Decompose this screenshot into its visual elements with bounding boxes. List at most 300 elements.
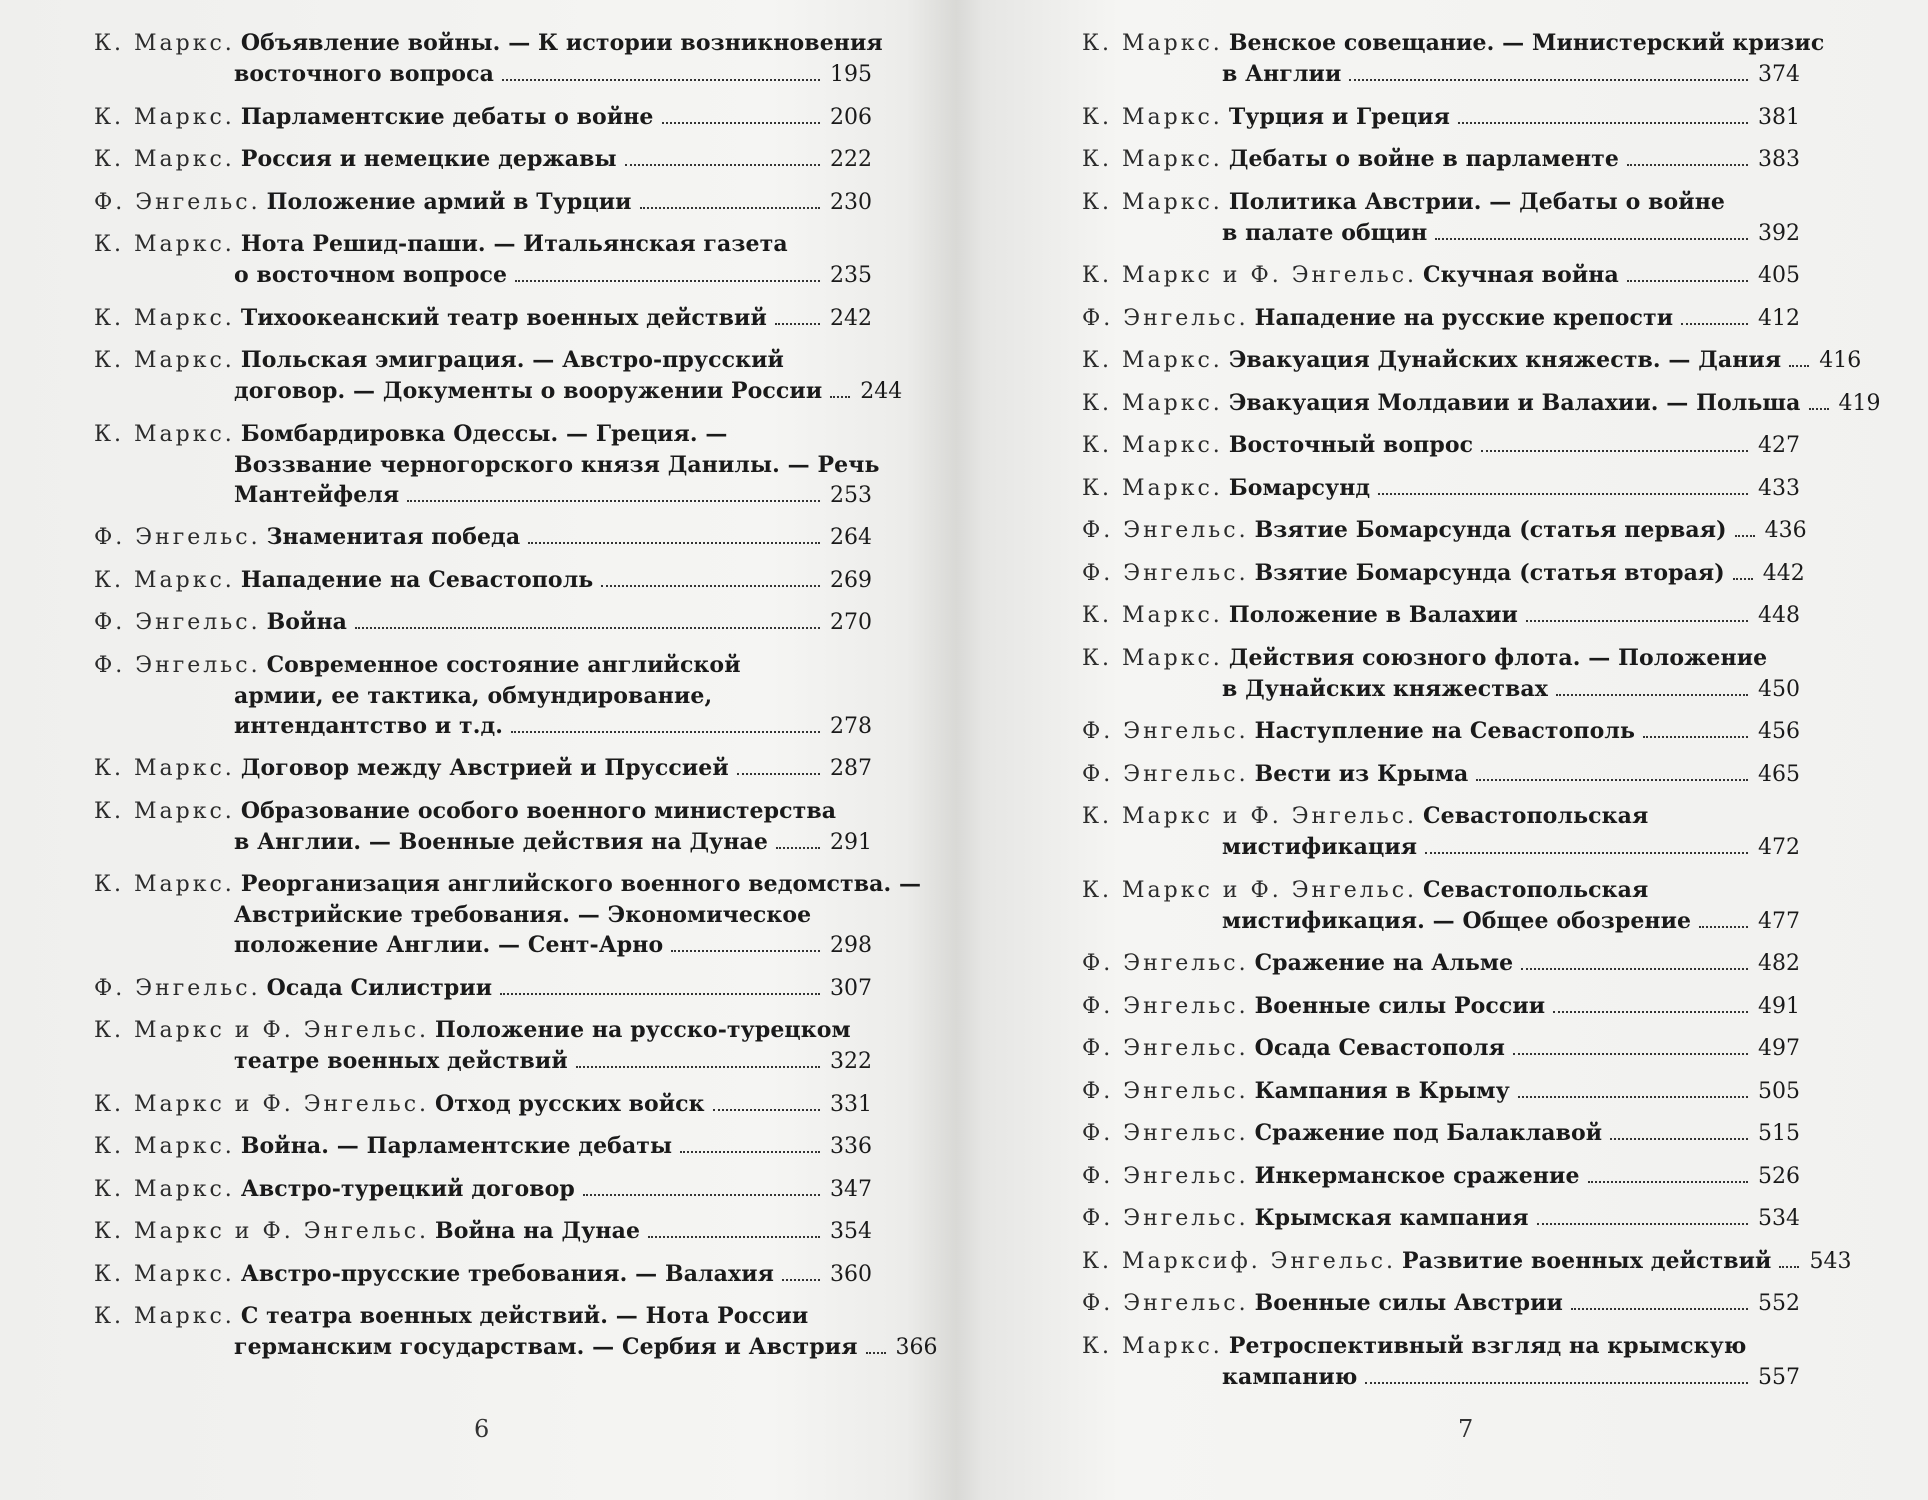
dot-leader [1588,1180,1748,1183]
toc-entry-author: Ф. Энгельс. [94,652,261,678]
toc-entry-title: Австрийские требования. — Экономическое [234,902,812,928]
toc-entry [94,565,874,596]
toc-entry-page: 472 [1758,835,1800,860]
toc-entry-line [1082,948,1800,979]
toc-entry-line [94,650,872,681]
toc-entry-page: 534 [1758,1206,1800,1231]
toc-entry-page: 291 [830,829,872,855]
toc-entry [94,229,874,291]
dot-leader [1378,492,1748,495]
toc-entry-author: К. Маркс. [1082,104,1223,130]
dot-leader [713,1108,820,1111]
dot-leader [1526,619,1748,622]
toc-entry-title: Знаменитая победа [266,524,521,550]
toc-entry-line [1082,260,1800,291]
dot-leader [583,1193,820,1196]
toc-entry [94,869,922,961]
toc-entry-page: 450 [1758,676,1800,702]
toc-entry [1082,187,1802,249]
toc-entry-title: Реорганизация английского военного ведомства. — [240,871,922,897]
toc-entry-page: 347 [830,1176,872,1202]
toc-entry [1082,303,1802,334]
toc-entry-title: Осада Севастополя [1254,1035,1505,1061]
toc-entry-line [1222,218,1800,249]
toc-entry-line [94,753,872,784]
toc-entry-author: К. Маркс. [94,567,235,593]
toc-entry [1082,558,1805,589]
toc-entry-line [94,419,872,450]
toc-entry-page: 491 [1758,993,1800,1019]
toc-entry-page: 269 [830,567,872,593]
toc-entry-title: Восточный вопрос [1228,432,1474,458]
toc-entry-page: 427 [1758,433,1800,458]
toc-entry-author: Ф. Энгельс. [1082,1036,1249,1061]
toc-entry-title: Положение на русско-турецком [435,1017,851,1043]
toc-entry-author: К. Маркс. [94,1304,235,1329]
toc-entry-page: 557 [1758,1364,1800,1390]
toc-entry-line [1082,345,1862,376]
toc-entry-author: Ф. Энгельс. [1082,993,1249,1019]
toc-entry [1082,1033,1802,1064]
toc-entry-line [1082,1118,1800,1149]
dot-leader [1610,1137,1748,1140]
toc-entry [94,1259,874,1290]
page-number-right: 7 [1458,1415,1474,1443]
dot-leader [1513,1052,1748,1055]
toc-entry-title: Эвакуация Дунайских княжеств. — Дания [1228,347,1782,373]
toc-entry-line [234,711,872,742]
toc-entry-page: 244 [860,379,903,404]
toc-entry-author: К. Маркс и Ф. Энгельс. [1082,263,1418,288]
toc-entry-title: Тихоокеанский театр военных действий [240,304,767,331]
toc-list-right [1082,28,1881,1404]
toc-entry-title: Польская эмиграция. — Австро-прусский [240,347,784,373]
toc-entry [1082,473,1802,504]
dot-leader [625,163,820,166]
toc-entry [1082,260,1802,291]
toc-entry [1082,1246,1852,1277]
toc-entry-title: Война. — Парламентские дебаты [240,1133,673,1159]
toc-entry-title: Отход русских войск [435,1090,705,1117]
toc-entry-page: 383 [1758,147,1800,172]
toc-entry-line [94,1216,872,1247]
toc-entry-page: 456 [1758,719,1800,744]
toc-entry-line [94,1089,872,1120]
toc-entry-title: Парламентские дебаты о войне [240,103,654,130]
toc-entry-title: Россия и немецкие державы [240,146,617,172]
toc-entry-author: К. Маркс. [94,104,235,130]
toc-entry [94,419,880,511]
toc-entry [94,1174,874,1205]
toc-entry-page: 222 [830,147,872,172]
toc-entry-title: Нота Решид-паши. — Итальянская газета [240,231,788,257]
toc-entry-page: 497 [1758,1036,1800,1061]
toc-entry-page: 278 [830,713,872,739]
toc-entry-title: Положение в Валахии [1228,602,1518,628]
toc-entry-author: К. Маркс. [94,147,235,172]
toc-entry-line [1082,643,1800,674]
toc-entry-page: 448 [1758,603,1800,628]
toc-entry-page: 419 [1838,390,1881,416]
toc-entry-title: Действия союзного флота. — Положение [1228,644,1768,671]
toc-entry [94,1131,874,1162]
toc-entry-title: Турция и Греция [1228,103,1451,130]
toc-entry-title: мистификация. — Общее обозрение [1222,907,1692,934]
dot-leader [511,730,820,733]
toc-entry-page: 442 [1762,560,1805,586]
toc-entry-page: 433 [1758,475,1800,501]
dot-leader [500,992,820,995]
dot-leader [355,626,820,629]
toc-entry-author: Ф. Энгельс. [1082,305,1249,331]
dot-leader [1789,364,1809,367]
toc-entry-line [1082,1161,1800,1192]
toc-entry-line [1222,59,1800,90]
toc-entry-author: К. Маркс. [1082,475,1223,501]
toc-entry-page: 264 [830,525,872,550]
toc-entry [1082,759,1802,790]
toc-entry-line [1082,1246,1852,1277]
toc-entry-title: Севастопольская [1423,876,1649,903]
toc-entry-title: Вести из Крыма [1254,760,1469,787]
toc-entry-author: Ф. Энгельс. [1082,1291,1249,1316]
toc-entry-author: К. Маркс. [1082,31,1223,56]
toc-entry-title: Севастопольская [1423,803,1649,829]
toc-entry-line [1082,600,1800,631]
toc-entry-line [234,260,872,291]
dot-leader [640,206,820,209]
toc-entry-page: 331 [830,1091,872,1117]
toc-entry [94,187,874,218]
toc-entry-title: Бомарсунд [1228,474,1371,501]
toc-entry-author: К. Маркс и Ф. Энгельс. [94,1018,430,1043]
toc-entry-title: Положение армий в Турции [266,188,632,215]
dot-leader [1458,121,1748,124]
toc-entry-title: Воззвание черногорского князя Данилы. — Речь [234,451,880,478]
toc-entry-author: К. Маркс и Ф. Энгельс. [94,1091,430,1117]
toc-entry-title: Военные силы Австрии [1254,1290,1563,1316]
toc-entry-title: Нападение на русские крепости [1254,304,1674,331]
toc-entry-title: в палате общин [1222,219,1428,246]
toc-entry-line [234,900,872,930]
toc-entry-title: Развитие военных действий [1402,1247,1772,1274]
dot-leader [1349,78,1748,81]
dot-leader [680,1150,820,1153]
toc-entry [1082,643,1802,705]
toc-entry [1082,1288,1802,1319]
toc-entry-author: К. Маркс. [94,232,235,257]
dot-leader [1556,693,1748,696]
toc-entry-page: 477 [1758,908,1800,934]
toc-entry-title: армии, ее тактика, обмундирование, [234,682,713,709]
dot-leader [866,1351,886,1354]
toc-entry-author: Ф. Энгельс. [1082,1163,1249,1189]
toc-entry-author: К. Маркс. [94,798,235,824]
dot-leader [776,846,820,849]
toc-entry-author: Ф. Энгельс. [1082,951,1249,976]
toc-entry-title: Взятие Бомарсунда (статья первая) [1254,517,1727,543]
toc-entry-line [94,303,872,334]
toc-entry [1082,515,1807,546]
toc-entry-author: Ф. Энгельс. [94,525,261,550]
toc-entry-line [1082,991,1800,1022]
dot-leader [1365,1381,1748,1384]
toc-entry-title: Мантейфеля [234,481,400,508]
toc-entry-title: Наступление на Севастополь [1254,718,1635,744]
toc-entry-line [234,59,872,90]
toc-entry-line [1082,1033,1800,1064]
toc-entry-author: К. Маркс. [1082,147,1223,172]
dot-leader [1571,1307,1748,1310]
toc-entry [94,522,874,553]
dot-leader [1733,577,1753,580]
toc-entry [94,1301,938,1363]
toc-entry-line [94,565,872,596]
toc-entry-author: К. Марксиф. Энгельс. [1082,1248,1396,1274]
toc-entry [94,1216,874,1247]
toc-entry-page: 206 [830,104,872,130]
toc-entry-line [94,144,872,175]
toc-entry-title: Война [266,609,348,635]
toc-entry-title: Осада Силистрии [266,974,493,1001]
toc-entry-author: Ф. Энгельс. [1082,761,1249,787]
right-page [965,0,1928,1500]
toc-entry-line [94,522,872,553]
toc-entry [1082,388,1881,419]
toc-entry [1082,991,1802,1022]
toc-entry-page: 336 [830,1134,872,1159]
toc-entry [94,144,874,175]
toc-list-left [94,28,938,1375]
toc-entry-line [1082,515,1807,546]
toc-entry-title: Военные силы России [1254,992,1546,1019]
toc-entry [1082,1331,1802,1393]
toc-entry-line [94,345,872,376]
toc-entry-line [94,796,872,827]
toc-entry-author: К. Маркс и Ф. Энгельс. [94,1219,430,1244]
toc-entry-line [234,930,872,961]
toc-entry-line [1222,674,1800,705]
toc-entry-title: Взятие Бомарсунда (статья вторая) [1254,559,1725,586]
toc-entry-author: Ф. Энгельс. [1082,1206,1249,1231]
toc-entry-line [1082,1288,1800,1319]
toc-entry-title: Политика Австрии. — Дебаты о войне [1228,188,1726,215]
dot-leader [1518,1095,1748,1098]
toc-entry-line [234,450,880,480]
toc-entry-line [94,102,872,133]
toc-entry-title: Эвакуация Молдавии и Валахии. — Польша [1228,389,1801,416]
toc-entry [1082,875,1802,937]
toc-entry-title: Сражение на Альме [1254,950,1514,976]
toc-entry [94,796,874,858]
toc-entry-author: К. Маркс. [1082,189,1223,215]
toc-entry-line [1082,430,1800,461]
toc-entry-title: Сражение под Балаклавой [1254,1120,1603,1146]
toc-entry [94,650,874,742]
toc-entry-line [94,1259,872,1290]
dot-leader [1699,925,1748,928]
toc-entry-line [1082,1331,1800,1362]
toc-entry-author: Ф. Энгельс. [1082,518,1249,543]
dot-leader [830,395,850,398]
toc-entry-title: в Дунайских княжествах [1222,675,1548,702]
toc-entry [1082,1161,1802,1192]
dot-leader [1553,1010,1748,1013]
toc-entry-author: К. Маркс. [94,1176,235,1202]
toc-entry-page: 322 [830,1049,872,1074]
toc-entry-author: Ф. Энгельс. [94,975,261,1001]
toc-entry-page: 392 [1758,220,1800,246]
dot-leader [1681,322,1748,325]
toc-entry-line [1082,303,1800,334]
toc-entry [1082,1118,1802,1149]
toc-entry-line [94,28,883,59]
toc-entry-author: К. Маркс и Ф. Энгельс. [1082,804,1418,829]
dot-leader [1779,1265,1799,1268]
toc-entry-title: Кампания в Крыму [1254,1077,1510,1104]
dot-leader [1435,237,1748,240]
toc-entry-line [1082,558,1805,589]
toc-entry-author: К. Маркс. [94,1134,235,1159]
toc-entry-author: Ф. Энгельс. [1082,1078,1249,1104]
toc-entry [94,28,883,90]
dot-leader [1521,967,1748,970]
toc-entry-page: 366 [895,1335,938,1360]
toc-entry [1082,801,1802,863]
toc-entry-author: К. Маркс. [94,872,235,897]
toc-entry-page: 526 [1758,1163,1800,1189]
dot-leader [1537,1222,1748,1225]
toc-entry-page: 416 [1819,348,1862,373]
toc-entry-line [1082,102,1800,133]
dot-leader [1481,449,1748,452]
toc-entry-line [234,681,872,711]
toc-entry-page: 270 [830,610,872,635]
toc-entry-page: 412 [1758,305,1800,331]
toc-entry-author: Ф. Энгельс. [1082,1121,1249,1146]
toc-entry-page: 242 [830,305,872,331]
dot-leader [515,279,820,282]
dot-leader [576,1065,820,1068]
toc-entry-line [1082,388,1881,419]
toc-entry-title: Дебаты о войне в парламенте [1228,146,1620,172]
toc-entry-author: К. Маркс. [1082,390,1223,416]
toc-entry [94,973,874,1004]
toc-entry-page: 253 [830,482,872,508]
toc-entry-line [234,827,872,858]
dot-leader [1809,407,1829,410]
toc-entry-line [1082,473,1800,504]
toc-entry-page: 482 [1758,951,1800,976]
toc-entry [1082,600,1802,631]
toc-entry-author: Ф. Энгельс. [94,610,261,635]
toc-entry-title: в Англии. — Военные действия на Дунае [234,828,768,855]
toc-entry-line [94,187,872,218]
toc-entry-line [1082,801,1800,832]
toc-entry-line [1222,906,1800,937]
toc-entry-line [94,1174,872,1205]
toc-entry-title: театре военных действий [234,1048,568,1074]
toc-entry-page: 287 [830,756,872,781]
toc-entry-author: К. Маркс. [94,1261,235,1287]
toc-entry [94,753,874,784]
toc-entry-line [1082,1076,1800,1107]
toc-entry-line [94,1301,872,1332]
toc-entry-author: К. Маркс и Ф. Энгельс. [1082,877,1418,903]
dot-leader [1476,778,1748,781]
dot-leader [737,772,820,775]
toc-entry-title: германским государствам. — Сербия и Австрия [234,1334,858,1360]
dot-leader [648,1235,820,1238]
toc-entry-title: Венское совещание. — Министерский кризис [1228,30,1825,56]
dot-leader [601,584,820,587]
dot-leader [775,322,820,325]
toc-entry [94,345,903,407]
toc-entry-title: Ретроспективный взгляд на крымскую [1228,1332,1747,1359]
toc-entry-title: договор. — Документы о вооружении России [234,378,823,404]
toc-entry-line [94,869,922,900]
toc-entry [94,1015,874,1077]
toc-entry-title: интендантство и т.д. [234,712,504,739]
toc-entry-page: 298 [830,933,872,958]
toc-entry-author: К. Маркс. [1082,645,1223,671]
toc-entry-author: Ф. Энгельс. [1082,560,1249,586]
toc-entry [1082,1076,1802,1107]
toc-entry-line [1082,187,1800,218]
toc-entry-author: К. Маркс. [94,31,235,56]
toc-entry-line [94,1131,872,1162]
toc-entry-page: 543 [1809,1248,1852,1274]
page-number-left: 6 [474,1415,490,1443]
dot-leader [1627,163,1748,166]
toc-entry-line [1082,144,1800,175]
toc-entry-page: 552 [1758,1291,1800,1316]
dot-leader [782,1278,820,1281]
toc-entry-page: 505 [1758,1078,1800,1104]
toc-entry-title: Объявление войны. — К истории возникновения [240,30,883,56]
toc-entry-title: восточного вопроса [234,61,494,87]
toc-entry-title: Бомбардировка Одессы. — Греция. — [240,420,728,447]
toc-entry [1082,102,1802,133]
toc-entry-author: К. Маркс. [94,305,235,331]
toc-entry-page: 436 [1764,518,1807,543]
toc-entry-page: 515 [1758,1121,1800,1146]
toc-entry-title: С театра военных действий. — Нота России [240,1303,809,1329]
toc-entry-page: 195 [830,62,872,87]
toc-entry-line [1082,716,1800,747]
toc-entry-author: К. Маркс. [1082,603,1223,628]
dot-leader [1425,851,1748,854]
toc-entry-line [234,376,903,407]
toc-entry-title: Крымская кампания [1254,1205,1529,1231]
toc-entry-line [94,1015,872,1046]
toc-entry-author: К. Маркс. [94,348,235,373]
toc-entry-title: Нападение на Севастополь [240,566,594,593]
toc-entry-page: 374 [1758,62,1800,87]
toc-entry-title: о восточном вопросе [234,262,508,288]
toc-entry-line [94,229,872,260]
toc-entry-author: Ф. Энгельс. [1082,719,1249,744]
dot-leader [1735,534,1755,537]
toc-entry-line [234,1332,938,1363]
toc-entry [94,607,874,638]
toc-entry-title: Австро-прусские требования. — Валахия [240,1260,775,1287]
toc-entry-line [1222,1362,1800,1393]
toc-entry-title: Скучная война [1423,262,1619,288]
toc-entry-title: кампанию [1222,1363,1358,1390]
toc-entry-author: К. Маркс. [1082,348,1223,373]
toc-entry-page: 235 [830,263,872,288]
